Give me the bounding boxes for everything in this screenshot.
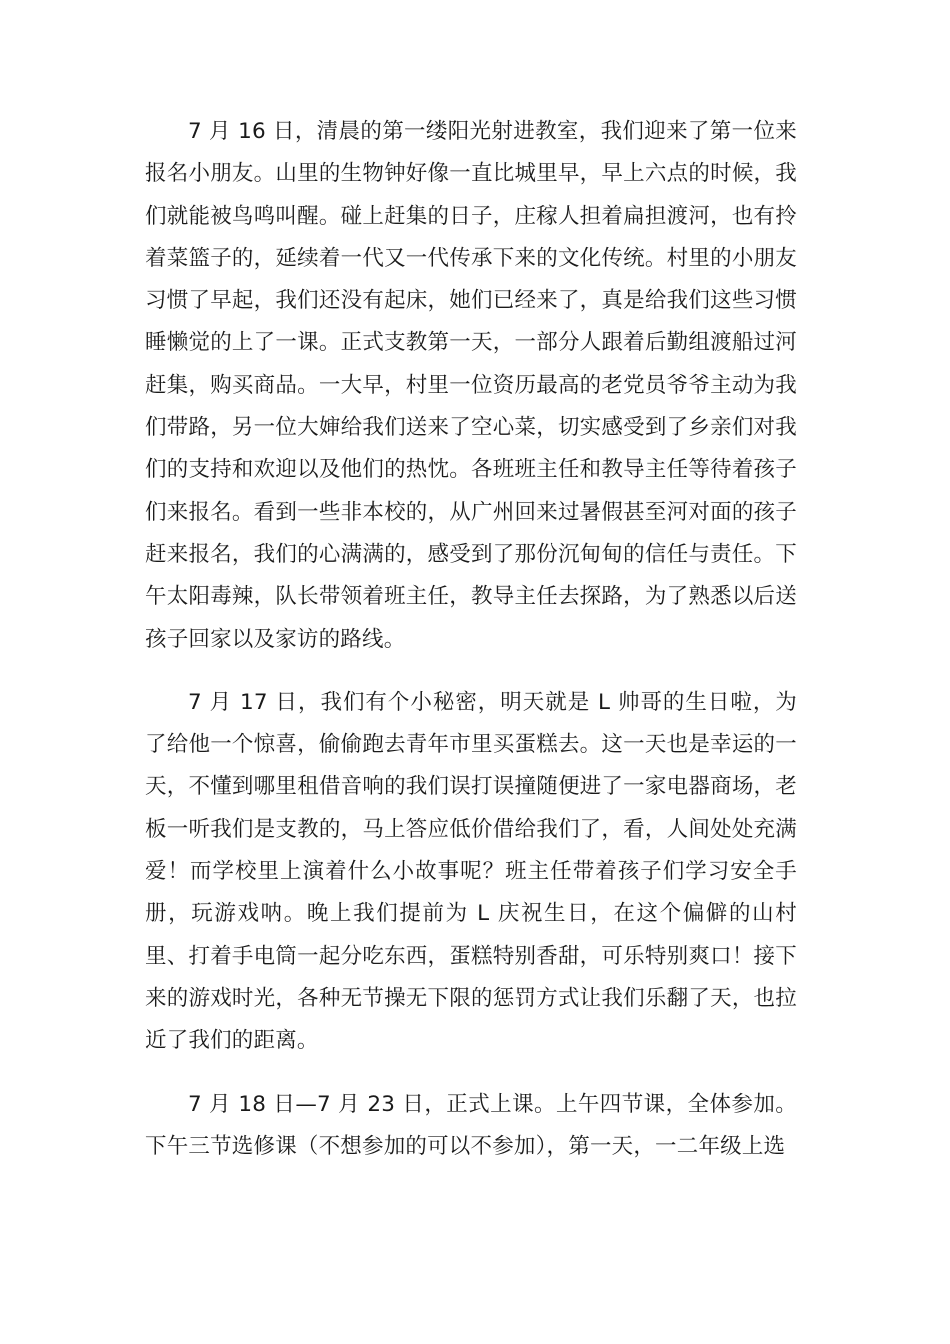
document-body bbox=[145, 111, 797, 1189]
paragraph-july-18-23: 7 月 18 日—7 月 23 日，正式上课。上午四节课，全体参加。下午三节选修课（不想参加的可以不参加），第一天，一二年级上选 bbox=[145, 1091, 797, 1159]
paragraph-july-17: 7 月 17 日，我们有个小秘密，明天就是 L 帅哥的生日啦，为了给他一个惊喜，偷偷跑去青年市里买蛋糕去。这一天也是幸运的一天，不懂到哪里租借音响的我们误打误撞随便进了一家电器商场，老板一听我们是支教的，马上答应低价借给我们了，看，人间处处充满爱！而学校里上演着什么小故事呢？班主任带着孩子们学习安全手册，玩游戏呐。晚上我们提前为 L 庆祝生日，在这个偏僻的山村里、打着手电筒一起分吃东西，蛋糕特别香甜，可乐特别爽口！接下来的游戏时光，各种无节操无下限的惩罚方式让我们乐翻了天，也拉近了我们的距离。 bbox=[145, 689, 797, 1054]
paragraph-july-16: 7 月 16 日，清晨的第一缕阳光射进教室，我们迎来了第一位来报名小朋友。山里的生物钟好像一直比城里早，早上六点的时候，我们就能被鸟鸣叫醒。碰上赶集的日子，庄稼人担着扁担渡河，也有拎着菜篮子的，延续着一代又一代传承下来的文化传统。村里的小朋友习惯了早起，我们还没有起床，她们已经来了，真是给我们这些习惯睡懒觉的上了一课。正式支教第一天，一部分人跟着后勤组渡船过河赶集，购买商品。一大早，村里一位资历最高的老党员爷爷主动为我们带路，另一位大婶给我们送来了空心菜，切实感受到了乡亲们对我们的支持和欢迎以及他们的热忱。各班班主任和教导主任等待着孩子们来报名。看到一些非本校的，从广州回来过暑假甚至河对面的孩子赶来报名，我们的心满满的，感受到了那份沉甸甸的信任与责任。下午太阳毒辣，队长带领着班主任，教导主任去探路，为了熟悉以后送孩子回家以及家访的路线。 bbox=[145, 119, 797, 652]
